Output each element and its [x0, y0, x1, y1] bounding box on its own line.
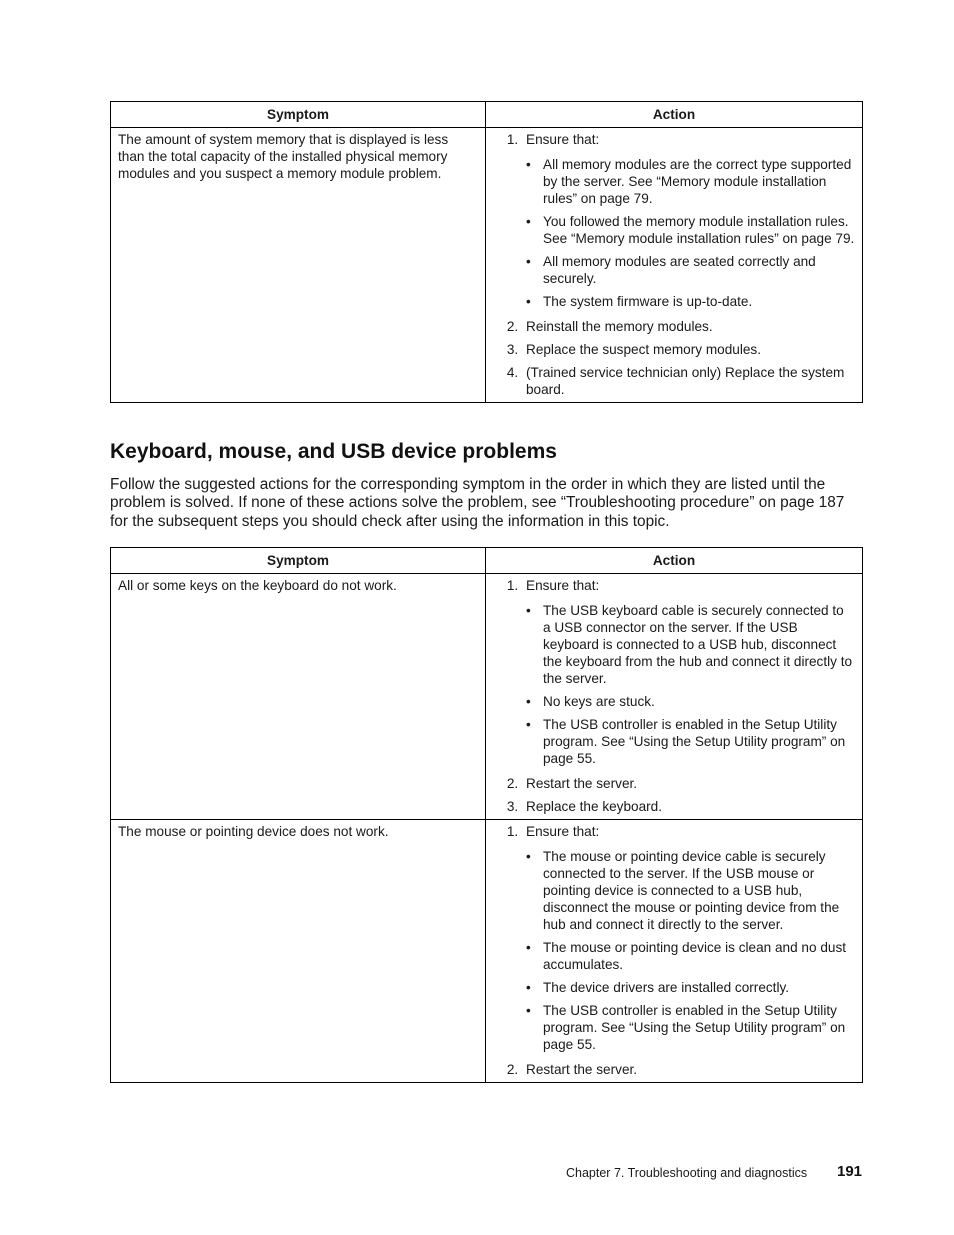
- bullet-item: • The system firmware is up-to-date.: [543, 293, 855, 310]
- table-header-row: [111, 548, 863, 574]
- action-column-header: Action: [486, 102, 863, 128]
- table-row: [111, 128, 863, 403]
- memory-symptom-table: [110, 101, 863, 403]
- bullet-list: [526, 848, 855, 1053]
- action-step: 4. (Trained service technician only) Replace the system board.: [522, 364, 855, 398]
- section-heading: Keyboard, mouse, and USB device problems: [110, 440, 557, 463]
- bullet-item: • All memory modules are seated correctly and securely.: [543, 253, 855, 287]
- action-step: 2. Reinstall the memory modules.: [522, 318, 855, 335]
- action-steps: [493, 577, 855, 815]
- keyboard-mouse-symptom-table: [110, 547, 863, 1083]
- action-cell: [486, 574, 863, 820]
- symptom-column-header: Symptom: [111, 102, 486, 128]
- page-number: 191: [837, 1163, 863, 1180]
- symptom-column-header: Symptom: [111, 548, 486, 574]
- step-text: Ensure that:: [526, 132, 600, 147]
- bullet-item: • The USB controller is enabled in the Setup Utility program. See “Using the Setup Utility program” on page 55.: [543, 716, 855, 767]
- bullet-item: • The device drivers are installed correctly.: [543, 979, 855, 996]
- section-intro: Follow the suggested actions for the corresponding symptom in the order in which they are listed until the problem is solved. If none of these actions solve the problem, see “Troubleshooting procedure” on page 187 for the subsequent steps you should check after using the information in this topic.: [110, 476, 845, 530]
- action-column-header: Action: [486, 548, 863, 574]
- action-step: 2. Restart the server.: [522, 775, 855, 792]
- symptom-cell: The mouse or pointing device does not work.: [111, 820, 486, 1083]
- bullet-item: • No keys are stuck.: [543, 693, 855, 710]
- footer-chapter-title: Chapter 7. Troubleshooting and diagnostics: [566, 1166, 808, 1180]
- action-cell: [486, 128, 863, 403]
- action-step: 3. Replace the suspect memory modules.: [522, 341, 855, 358]
- table-row: [111, 820, 863, 1083]
- action-step: 3. Replace the keyboard.: [522, 798, 855, 815]
- step-text: Ensure that:: [526, 824, 600, 839]
- symptom-cell: The amount of system memory that is displayed is less than the total capacity of the installed physical memory modules and you suspect a memory module problem.: [111, 128, 486, 403]
- symptom-cell: All or some keys on the keyboard do not work.: [111, 574, 486, 820]
- action-step: [522, 131, 855, 310]
- action-step: [522, 577, 855, 767]
- action-cell: [486, 820, 863, 1083]
- action-step: [522, 823, 855, 1053]
- table-row: [111, 574, 863, 820]
- table-header-row: [111, 102, 863, 128]
- bullet-item: • The USB keyboard cable is securely connected to a USB connector on the server. If the USB keyboard is connected to a USB hub, disconnect the keyboard from the hub and connect it directly to the server.: [543, 602, 855, 687]
- bullet-list: [526, 156, 855, 310]
- bullet-item: • You followed the memory module installation rules. See “Memory module installation rules” on page 79.: [543, 213, 855, 247]
- action-steps: [493, 131, 855, 398]
- action-steps: [493, 823, 855, 1078]
- bullet-item: • The USB controller is enabled in the Setup Utility program. See “Using the Setup Utility program” on page 55.: [543, 1002, 855, 1053]
- action-step: 2. Restart the server.: [522, 1061, 855, 1078]
- bullet-item: • All memory modules are the correct type supported by the server. See “Memory module installation rules” on page 79.: [543, 156, 855, 207]
- bullet-list: [526, 602, 855, 767]
- bullet-item: • The mouse or pointing device cable is securely connected to the server. If the USB mouse or pointing device is connected to a USB hub, disconnect the mouse or pointing device from the hub and connect it directly to the server.: [543, 848, 855, 933]
- step-text: Ensure that:: [526, 578, 600, 593]
- bullet-item: • The mouse or pointing device is clean and no dust accumulates.: [543, 939, 855, 973]
